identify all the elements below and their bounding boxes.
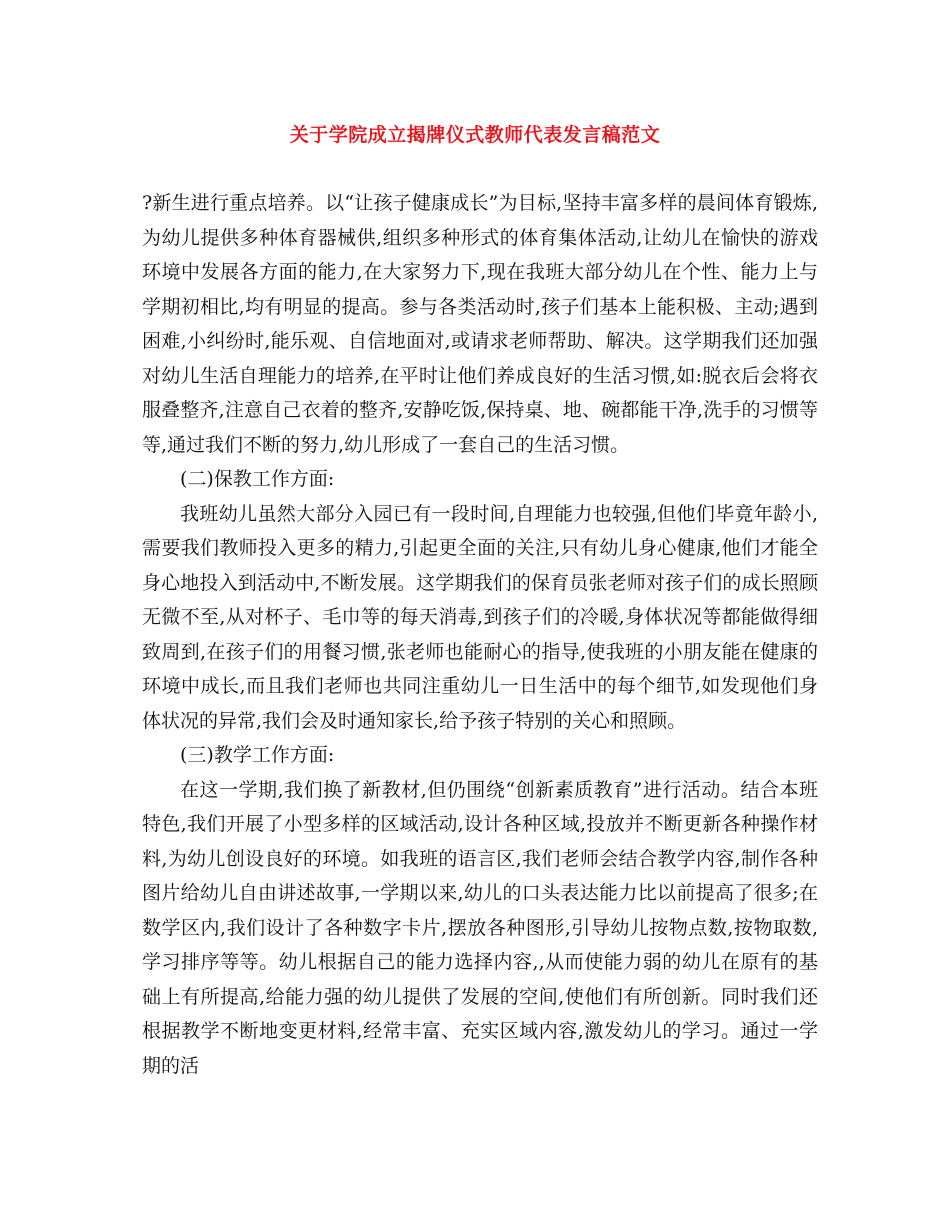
section-heading-care: (二)保教工作方面: [180,468,335,490]
paragraph-care: 我班幼儿虽然大部分入园已有一段时间,自理能力也较强,但他们毕竟年龄小,需要我们教师投入更多的精力,引起更全面的关注,只有幼儿身心健康,他们才能全身心地投入到活动中,不断发展。这学期我们的保育员张老师对孩子们的成长照顾无微不至,从对杯子、毛巾等的每天消毒,到孩子们的冷暖,身体状况等都能做得细致周到,在孩子们的用餐习惯,张老师也能耐心的指导,使我班的小朋友能在健康的环境中成长,而且我们老师也共同注重幼儿一日生活中的每个细节,如发现他们身体状况的异常,我们会及时通知家长,给予孩子特别的关心和照顾。 [142,502,818,732]
paragraph-teaching: 在这一学期,我们换了新教材,但仍围绕“创新素质教育”进行活动。结合本班特色,我们开展了小型多样的区域活动,设计各种区域,投放并不断更新各种操作材料,为幼儿创设良好的环境。如我班的语言区,我们老师会结合教学内容,制作各种图片给幼儿自由讲述故事,一学期以来,幼儿的口头表达能力比以前提高了很多;在数学区内,我们设计了各种数字卡片,摆放各种图形,引导幼儿按物点数,按物取数,学习排序等等。幼儿根据自己的能力选择内容,,从而使能力弱的幼儿在原有的基础上有所提高,给能力强的幼儿提供了发展的空间,使他们有所创新。同时我们还根据教学不断地变更材料,经常丰富、充实区域内容,激发幼儿的学习。通过一学期的活 [142,778,818,1077]
document-body [142,186,818,1083]
paragraph-intro: ?新生进行重点培养。以“让孩子健康成长”为目标,坚持丰富多样的晨间体育锻炼,为幼儿提供多种体育器械供,组织多种形式的体育集体活动,让幼儿在愉快的游戏环境中发展各方面的能力,在大家努力下,现在我班大部分幼儿在个性、能力上与学期初相比,均有明显的提高。参与各类活动时,孩子们基本上能积极、主动;遇到困难,小纠纷时,能乐观、自信地面对,或请求老师帮助、解决。这学期我们还加强对幼儿生活自理能力的培养,在平时让他们养成良好的生活习惯,如:脱衣后会将衣服叠整齐,注意自己衣着的整齐,安静吃饭,保持桌、地、碗都能干净,洗手的习惯等等,通过我们不断的努力,幼儿形成了一套自己的生活习惯。 [142,192,818,456]
document-title: 关于学院成立揭牌仪式教师代表发言稿范文 [289,124,661,146]
section-heading-teaching: (三)教学工作方面: [180,744,335,766]
